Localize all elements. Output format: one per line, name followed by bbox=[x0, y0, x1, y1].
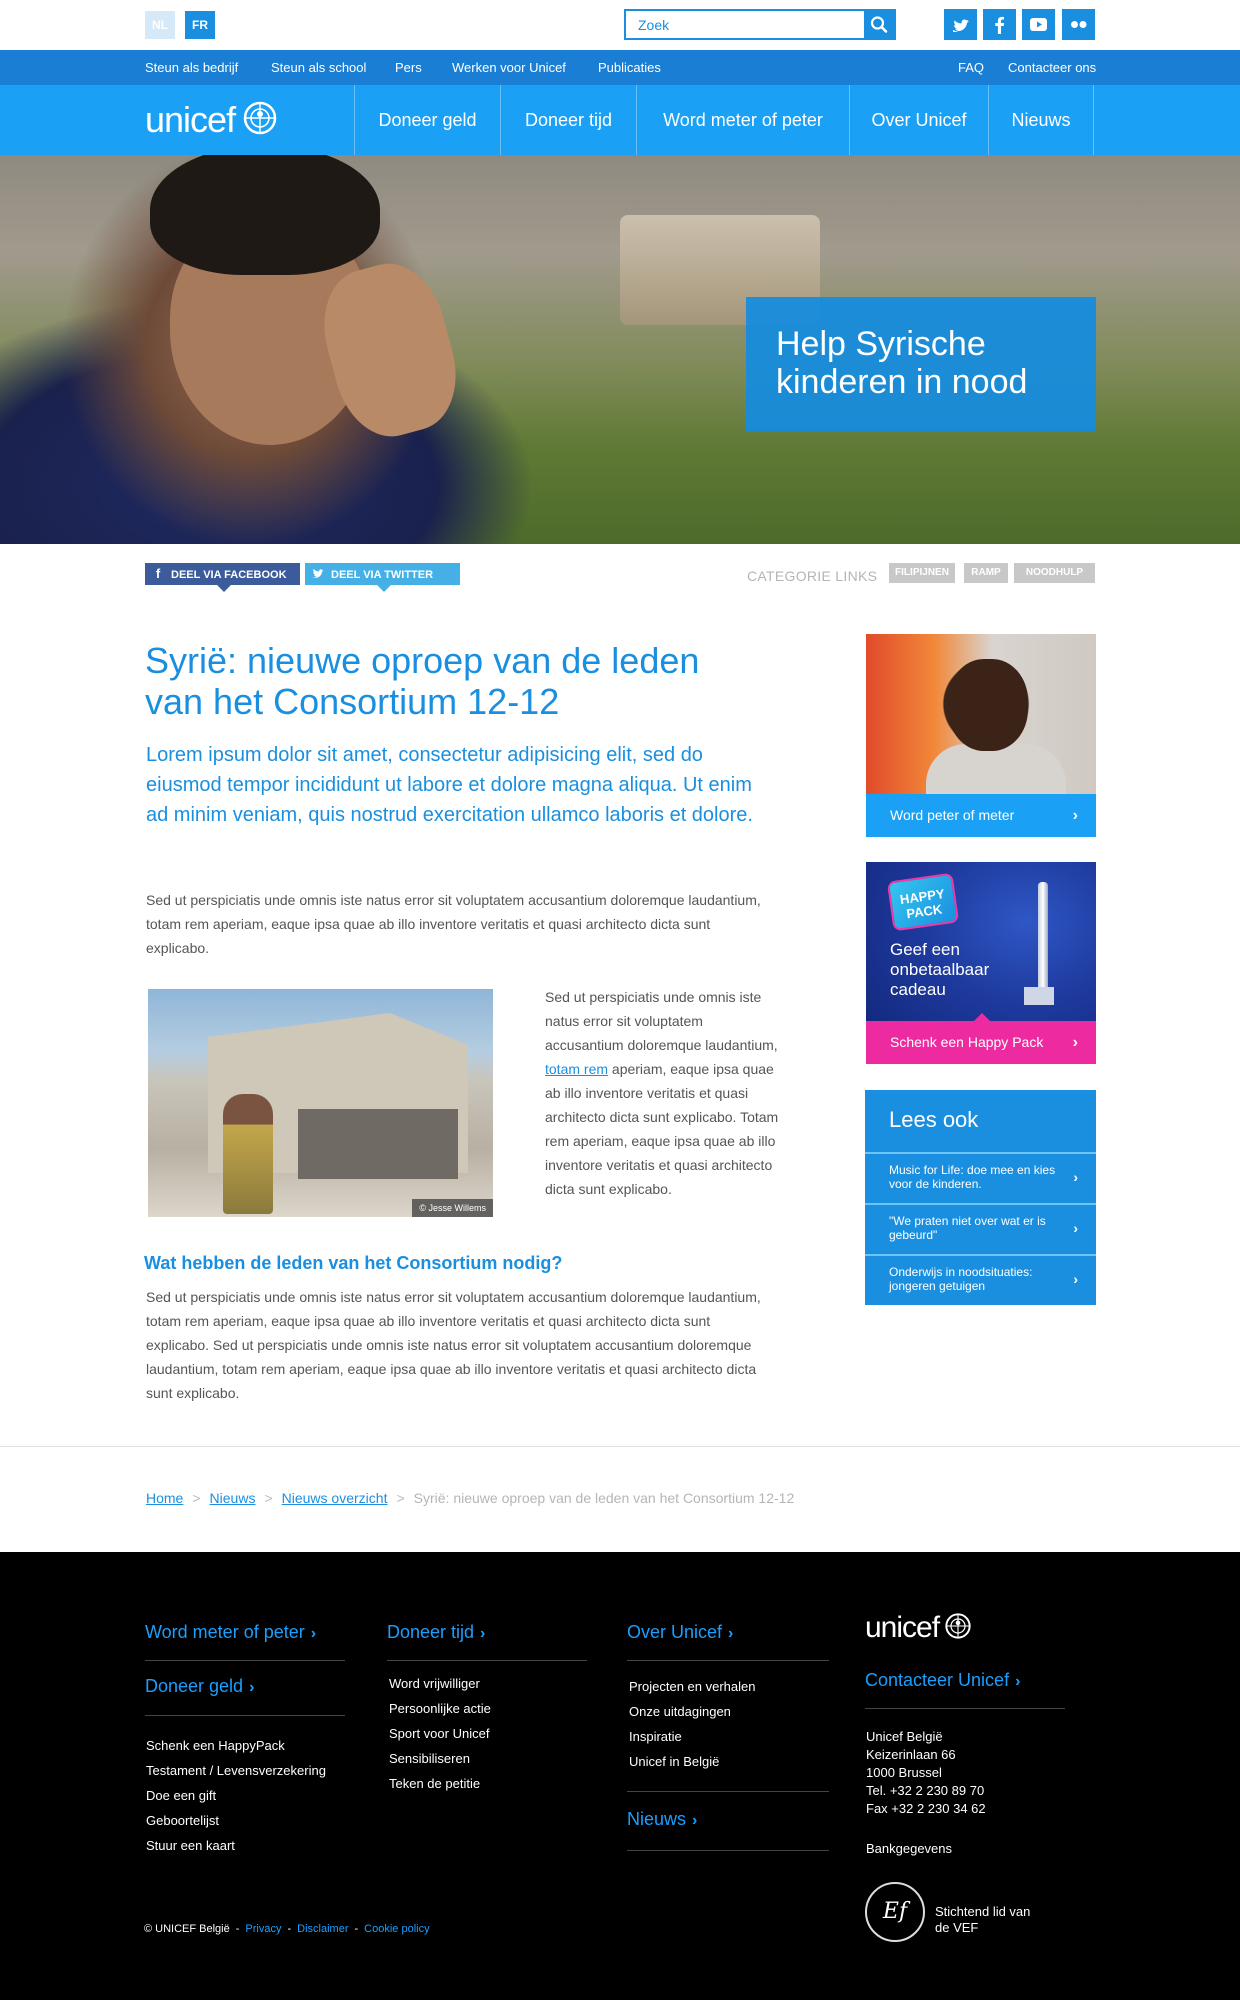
toplink-steun-bedrijf[interactable]: Steun als bedrijf bbox=[145, 60, 239, 75]
footer-head-label: Over Unicef bbox=[627, 1622, 723, 1642]
footer-divider bbox=[627, 1791, 829, 1792]
share-facebook-label: DEEL VIA FACEBOOK bbox=[171, 569, 287, 581]
globe-icon bbox=[242, 100, 278, 136]
paragraph-2-text-a: Sed ut perspiciatis unde omnis iste natus error sit voluptatem accusantium doloremque laudantium, bbox=[545, 989, 778, 1053]
footer-cookie-link[interactable]: Cookie policy bbox=[364, 1923, 430, 1935]
vef-text: Stichtend lid van de VEF bbox=[935, 1904, 1031, 1935]
nav-doneer-tijd[interactable]: Doneer tijd bbox=[500, 85, 636, 155]
footer-head-label: Contacteer Unicef bbox=[865, 1670, 1010, 1690]
promo-happy-pack[interactable] bbox=[866, 862, 1096, 1064]
read-more-item[interactable] bbox=[865, 1203, 1096, 1252]
nav-nieuws[interactable]: Nieuws bbox=[988, 85, 1094, 155]
toplink-faq[interactable]: FAQ bbox=[958, 60, 985, 75]
tag-noodhulp[interactable]: NOODHULP bbox=[1014, 563, 1095, 583]
top-link-bar bbox=[0, 50, 1240, 85]
footer-head-word-meter[interactable] bbox=[145, 1622, 316, 1643]
footer-head-label: Doneer geld bbox=[145, 1676, 244, 1696]
footer-head-over-unicef[interactable] bbox=[627, 1622, 733, 1643]
footer-link[interactable]: Word vrijwilliger bbox=[389, 1676, 480, 1691]
toplink-publicaties[interactable]: Publicaties bbox=[598, 60, 661, 75]
chevron-right-icon: › bbox=[692, 1812, 698, 1829]
footer-link[interactable]: Onze uitdagingen bbox=[629, 1704, 731, 1719]
footer-head-label: Nieuws bbox=[627, 1809, 687, 1829]
footer-privacy-link[interactable]: Privacy bbox=[245, 1923, 282, 1935]
footer-link[interactable]: Geboortelijst bbox=[146, 1813, 219, 1828]
breadcrumb-separator: > bbox=[396, 1490, 405, 1506]
happy-pack-logo: HAPPY PACK bbox=[887, 873, 959, 932]
breadcrumb-current: Syrië: nieuwe oproep van de leden van het Consortium 12-12 bbox=[413, 1490, 795, 1506]
footer-head-contacteer[interactable] bbox=[865, 1670, 1020, 1691]
footer-divider bbox=[387, 1660, 587, 1661]
footer-head-nieuws[interactable] bbox=[627, 1809, 697, 1830]
address-line: 1000 Brussel bbox=[866, 1765, 942, 1780]
chevron-right-icon: › bbox=[480, 1625, 486, 1642]
footer-head-label: Doneer tijd bbox=[387, 1622, 475, 1642]
promo-happy-pack-label: Schenk een Happy Pack bbox=[890, 1034, 1044, 1050]
toplink-pers[interactable]: Pers bbox=[395, 60, 422, 75]
footer-divider bbox=[627, 1850, 829, 1851]
read-more-item[interactable] bbox=[865, 1254, 1096, 1305]
read-more-item-label: Music for Life: doe mee en kies voor de kinderen. bbox=[889, 1163, 1056, 1191]
footer-link[interactable]: Unicef in België bbox=[629, 1754, 720, 1769]
flickr-icon[interactable] bbox=[1062, 9, 1095, 40]
nav-word-meter[interactable]: Word meter of peter bbox=[636, 85, 849, 155]
read-more-item[interactable] bbox=[865, 1152, 1096, 1201]
footer-head-doneer-geld[interactable] bbox=[145, 1676, 254, 1697]
promo-child-photo bbox=[866, 634, 1096, 794]
footer-list-over-unicef bbox=[629, 1679, 755, 1779]
footer-legal: © UNICEF België - Privacy - Disclaimer - Cookie policy bbox=[144, 1923, 430, 1935]
search-button[interactable] bbox=[864, 11, 894, 38]
chevron-right-icon: › bbox=[728, 1625, 734, 1642]
logo-wordmark: unicef bbox=[145, 99, 236, 140]
footer-divider bbox=[865, 1708, 1065, 1709]
chevron-right-icon: › bbox=[1072, 807, 1078, 824]
inline-link-totam-rem[interactable]: totam rem bbox=[545, 1061, 609, 1077]
breadcrumb-separator: > bbox=[192, 1490, 201, 1506]
article-image bbox=[148, 989, 493, 1217]
footer-link[interactable]: Teken de petitie bbox=[389, 1776, 481, 1791]
content-divider bbox=[0, 1446, 1240, 1447]
unicef-logo[interactable] bbox=[145, 99, 278, 139]
chevron-right-icon: › bbox=[1073, 1220, 1078, 1236]
lang-nl-button[interactable]: NL bbox=[145, 11, 175, 39]
read-more-item-label: "We praten niet over wat er is gebeurd" bbox=[889, 1214, 1046, 1242]
image-credit: © Jesse Willems bbox=[412, 1199, 493, 1217]
globe-icon bbox=[944, 1612, 972, 1640]
share-twitter-label: DEEL VIA TWITTER bbox=[331, 569, 434, 581]
tag-ramp[interactable]: RAMP bbox=[964, 563, 1008, 583]
pen-graphic bbox=[1038, 882, 1048, 997]
promo-word-peter-label: Word peter of meter bbox=[890, 807, 1015, 823]
address-line: Tel. +32 2 230 89 70 bbox=[866, 1783, 985, 1798]
search-icon bbox=[864, 11, 894, 38]
chevron-right-icon: › bbox=[1073, 1271, 1078, 1287]
article-lead: Lorem ipsum dolor sit amet, consectetur adipisicing elit, sed do eiusmod tempor incididunt ut labore et dolore magna aliqua. Ut enim ad minim veniam, quis nostrud exercitation ullamco laboris et dolore. bbox=[146, 744, 753, 826]
breadcrumb-home[interactable]: Home bbox=[146, 1490, 184, 1506]
read-more-title: Lees ook bbox=[889, 1107, 979, 1132]
footer-link[interactable]: Stuur een kaart bbox=[146, 1838, 235, 1853]
promo-happy-pack-bar[interactable] bbox=[866, 1021, 1096, 1064]
footer-logo-wordmark: unicef bbox=[865, 1611, 940, 1644]
toplink-werken[interactable]: Werken voor Unicef bbox=[452, 60, 566, 75]
facebook-icon[interactable] bbox=[983, 9, 1016, 40]
address-line: Unicef België bbox=[866, 1729, 943, 1744]
footer-list-doneer-geld bbox=[146, 1738, 326, 1863]
utility-bar bbox=[0, 0, 1240, 50]
article-paragraph-2 bbox=[545, 985, 780, 1201]
chevron-right-icon: › bbox=[1073, 1169, 1078, 1185]
hero-title-box[interactable] bbox=[746, 297, 1096, 432]
paragraph-2-text-b: aperiam, eaque ipsa quae ab illo inventore veritatis et quasi architecto dicta sunt explicabo. Totam rem aperiam, eaque ipsa quae ab illo inventore veritatis et quasi architecto dicta sunt explicabo. bbox=[545, 1061, 779, 1197]
footer-disclaimer-link[interactable]: Disclaimer bbox=[297, 1923, 349, 1935]
youtube-icon[interactable] bbox=[1022, 9, 1055, 40]
twitter-icon bbox=[305, 563, 331, 585]
footer bbox=[0, 1552, 1240, 2000]
footer-list-doneer-tijd bbox=[389, 1676, 491, 1801]
breadcrumb-nieuws-overzicht[interactable]: Nieuws overzicht bbox=[281, 1490, 388, 1506]
image-boy bbox=[223, 1094, 273, 1214]
footer-divider bbox=[627, 1660, 829, 1661]
hero-banner[interactable] bbox=[0, 155, 1240, 544]
share-twitter-button[interactable] bbox=[305, 563, 460, 585]
breadcrumb bbox=[146, 1490, 794, 1506]
article-subheading: Wat hebben de leden van het Consortium nodig? bbox=[144, 1253, 563, 1273]
promo-photo-face bbox=[948, 659, 1028, 751]
promo-word-peter[interactable] bbox=[866, 634, 1096, 837]
article-paragraph-3: Sed ut perspiciatis unde omnis iste natus error sit voluptatem accusantium doloremque laudantium, totam rem aperiam, eaque ipsa quae ab illo inventore veritatis et quasi architecto dicta sunt explicabo. Sed ut perspiciatis unde omnis iste natus error sit voluptatem accusantium doloremque laudantium, totam rem aperiam, eaque ipsa quae ab illo inventore veritatis et quasi architecto dicta sunt explicabo. bbox=[146, 1289, 761, 1401]
promo-word-peter-bar[interactable] bbox=[866, 794, 1096, 837]
footer-divider bbox=[145, 1660, 345, 1661]
address-line: Keizerinlaan 66 bbox=[866, 1747, 956, 1762]
main-nav bbox=[0, 85, 1240, 155]
tag-filipijnen[interactable]: FILIPIJNEN bbox=[889, 563, 955, 583]
pen-base-graphic bbox=[1024, 987, 1054, 1005]
chevron-right-icon: › bbox=[1015, 1673, 1021, 1690]
facebook-icon: f bbox=[155, 566, 161, 581]
promo-happy-pack-text: Geef een onbetaalbaar cadeau bbox=[890, 940, 990, 999]
promo-photo-shirt bbox=[926, 744, 1066, 794]
address-line: Fax +32 2 230 34 62 bbox=[866, 1801, 986, 1816]
toplink-steun-school[interactable]: Steun als school bbox=[271, 60, 367, 75]
footer-address bbox=[866, 1728, 986, 1818]
hero-photo-child-hair bbox=[150, 155, 380, 275]
nav-doneer-geld[interactable]: Doneer geld bbox=[354, 85, 500, 155]
footer-link[interactable]: Projecten en verhalen bbox=[629, 1679, 756, 1694]
footer-link[interactable]: Sport voor Unicef bbox=[389, 1726, 490, 1741]
chevron-right-icon: › bbox=[1072, 1034, 1078, 1051]
footer-bankgegevens[interactable]: Bankgegevens bbox=[866, 1841, 953, 1856]
chevron-right-icon: › bbox=[310, 1625, 317, 1642]
footer-link[interactable]: Inspiratie bbox=[629, 1729, 682, 1744]
footer-link[interactable]: Persoonlijke actie bbox=[389, 1701, 491, 1716]
footer-unicef-logo[interactable] bbox=[865, 1611, 972, 1645]
share-facebook-button[interactable] bbox=[145, 563, 300, 585]
lang-fr-button[interactable]: FR bbox=[185, 11, 215, 39]
footer-head-doneer-tijd[interactable] bbox=[387, 1622, 485, 1643]
nav-over-unicef[interactable]: Over Unicef bbox=[849, 85, 988, 155]
footer-link[interactable]: Schenk een HappyPack bbox=[146, 1738, 285, 1753]
search-box bbox=[624, 9, 896, 40]
read-more-item-label: Onderwijs in noodsituaties: jongeren getuigen bbox=[889, 1265, 1033, 1293]
twitter-icon[interactable] bbox=[944, 9, 977, 40]
footer-link[interactable]: Sensibiliseren bbox=[389, 1751, 470, 1766]
chevron-right-icon: › bbox=[249, 1679, 255, 1696]
article-title: Syrië: nieuwe oproep van de leden van het Consortium 12-12 bbox=[145, 640, 700, 722]
read-more-box bbox=[865, 1090, 1096, 1305]
breadcrumb-nieuws[interactable]: Nieuws bbox=[209, 1490, 256, 1506]
article-paragraph-1: Sed ut perspiciatis unde omnis iste natus error sit voluptatem accusantium doloremque laudantium, totam rem aperiam, eaque ipsa quae ab illo inventore veritatis et quasi architecto dicta sunt explicabo. bbox=[146, 892, 761, 956]
category-label: CATEGORIE LINKS bbox=[747, 568, 878, 584]
footer-link[interactable]: Testament / Levensverzekering bbox=[146, 1763, 326, 1778]
copyright: © UNICEF België bbox=[144, 1923, 230, 1935]
image-building-shutters bbox=[298, 1109, 458, 1179]
search-input[interactable] bbox=[626, 11, 866, 38]
footer-divider bbox=[145, 1715, 345, 1716]
toplink-contacteer[interactable]: Contacteer ons bbox=[1008, 60, 1097, 75]
vef-seal-icon: Ef bbox=[865, 1882, 925, 1942]
breadcrumb-separator: > bbox=[264, 1490, 273, 1506]
footer-head-label: Word meter of peter bbox=[145, 1622, 305, 1642]
footer-link[interactable]: Doe een gift bbox=[146, 1788, 217, 1803]
hero-title: Help Syrische kinderen in nood bbox=[776, 325, 1028, 401]
